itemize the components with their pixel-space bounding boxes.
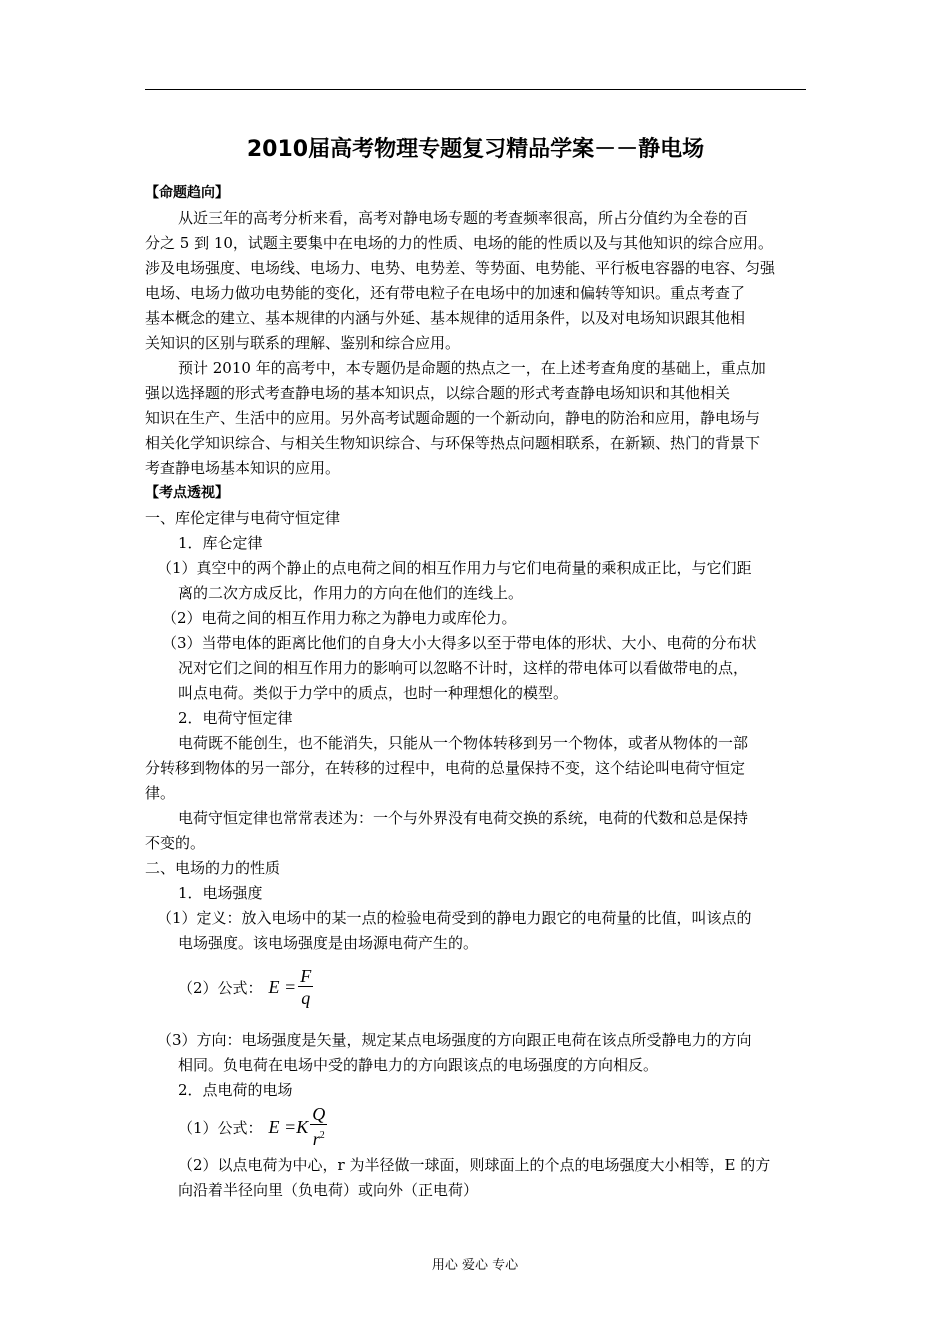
denominator: [311, 1125, 327, 1150]
paragraph-line: 分之 5 到 10，试题主要集中在电场的力的性质、电场的能的性质以及与其他知识的综合应用。: [145, 234, 773, 252]
paragraph-line: （3）当带电体的距离比他们的自身大小大得多以至于带电体的形状、大小、电荷的分布状: [162, 634, 757, 652]
header-rule: [145, 89, 806, 90]
heading-level2: 2．点电荷的电场: [178, 1081, 293, 1099]
formula-lhs: E =: [268, 977, 297, 997]
heading-level2: 2．电荷守恒定律: [178, 709, 293, 727]
paragraph-line: 离的二次方成反比，作用力的方向在他们的连线上。: [178, 584, 524, 602]
exponent: 2: [319, 1130, 325, 1141]
paragraph-line: 从近三年的高考分析来看，高考对静电场专题的考查频率很高，所占分值约为全卷的百: [178, 209, 749, 227]
paragraph-line: 电场、电场力做功电势能的变化，还有带电粒子在电场中的加速和偏转等知识。重点考查了: [145, 284, 746, 302]
paragraph-line: 预计 2010 年的高考中，本专题仍是命题的热点之一，在上述考查角度的基础上，重点加: [178, 359, 766, 377]
paragraph-line: （1）真空中的两个静止的点电荷之间的相互作用力与它们电荷量的乘积成正比，与它们距: [157, 559, 752, 577]
paragraph-line: 关知识的区别与联系的理解、鉴别和综合应用。: [145, 334, 461, 352]
paragraph-line: 涉及电场强度、电场线、电场力、电势、电势差、等势面、电势能、平行板电容器的电容、匀强: [145, 259, 776, 277]
paragraph-line: （2）电荷之间的相互作用力称之为静电力或库伦力。: [162, 609, 517, 627]
paragraph-line: 相关化学知识综合、与相关生物知识综合、与环保等热点问题相联系，在新颖、热门的背景下: [145, 434, 761, 452]
paragraph-line: 叫点电荷。类似于力学中的质点，也时一种理想化的模型。: [178, 684, 569, 702]
paragraph-line: 基本概念的建立、基本规律的内涵与外延、基本规律的适用条件，以及对电场知识跟其他相: [145, 309, 746, 327]
page-title: 2010届高考物理专题复习精品学案－－静电场: [246, 137, 705, 162]
paragraph-line: 强以选择题的形式考查静电场的基本知识点，以综合题的形式考查静电场知识和其他相关: [145, 384, 731, 402]
formula-lhs: E =K: [268, 1116, 309, 1137]
paragraph-line: 分转移到物体的另一部分，在转移的过程中，电荷的总量保持不变，这个结论叫电荷守恒定: [145, 759, 746, 777]
fraction: [298, 966, 313, 1009]
heading-level1: 一、库伦定律与电荷守恒定律: [145, 509, 341, 527]
paragraph-line: 况对它们之间的相互作用力的影响可以忽略不计时，这样的带电体可以看做带电的点，: [178, 659, 749, 677]
numerator: Q: [312, 1104, 326, 1124]
paragraph-line: 电荷守恒定律也常常表述为：一个与外界没有电荷交换的系统，电荷的代数和总是保持: [178, 809, 749, 827]
numerator: F: [300, 966, 312, 986]
paragraph-line: 考查静电场基本知识的应用。: [145, 459, 341, 477]
paragraph-line: 不变的。: [145, 834, 206, 852]
page-footer: 用心 爱心 专心: [431, 1258, 519, 1273]
formula-label: （1）公式：: [178, 1118, 263, 1137]
paragraph-line: 向沿着半径向里（负电荷）或向外（正电荷）: [178, 1181, 479, 1199]
formula-label: （2）公式：: [178, 979, 263, 997]
fraction: [310, 1104, 327, 1150]
denominator-base: r: [312, 1129, 320, 1149]
paragraph-line: （3）方向：电场强度是矢量，规定某点电场强度的方向跟正电荷在该点所受静电力的方向: [157, 1031, 752, 1049]
denominator: q: [301, 988, 311, 1008]
formula-field-strength: [178, 966, 313, 1009]
paragraph-line: 知识在生产、生活中的应用。另外高考试题命题的一个新动向，静电的防治和应用，静电场与: [145, 409, 761, 427]
paragraph-line: 律。: [145, 784, 176, 802]
paragraph-line: 电荷既不能创生，也不能消失，只能从一个物体转移到另一个物体，或者从物体的一部: [178, 734, 749, 752]
paragraph-line: 相同。负电荷在电场中受的静电力的方向跟该点的电场强度的方向相反。: [178, 1056, 659, 1074]
section-heading-kaodian: 【考点透视】: [145, 485, 229, 501]
paragraph-line: （2）以点电荷为中心，r 为半径做一球面，则球面上的个点的电场强度大小相等，E 的方: [178, 1156, 771, 1174]
heading-level2: 1．库仑定律: [178, 534, 263, 552]
paragraph-line: 电场强度。该电场强度是由场源电荷产生的。: [178, 934, 479, 952]
heading-level1: 二、电场的力的性质: [145, 859, 281, 877]
formula-point-charge: [178, 1104, 327, 1150]
section-heading-mingti: 【命题趋向】: [145, 185, 229, 201]
paragraph-line: （1）定义：放入电场中的某一点的检验电荷受到的静电力跟它的电荷量的比值，叫该点的: [157, 909, 752, 927]
heading-level2: 1．电场强度: [178, 884, 263, 902]
